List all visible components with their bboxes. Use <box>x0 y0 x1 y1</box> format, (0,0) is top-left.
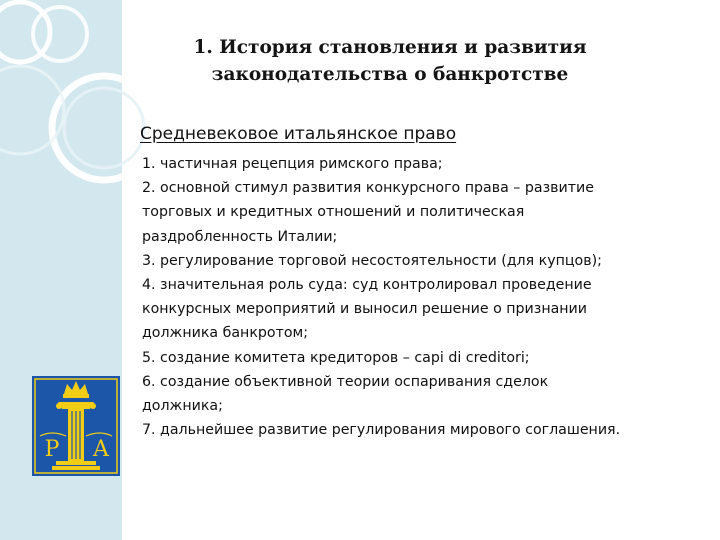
content-list <box>142 152 702 442</box>
content-line: 6. создание объективной теории оспаривания сделок <box>142 373 549 390</box>
academy-logo <box>32 376 120 476</box>
section-heading: Средневековое итальянское право <box>140 124 457 144</box>
content-line: 2. основной стимул развития конкурсного права – развитие <box>142 180 594 197</box>
content-line: 7. дальнейшее развитие регулирования мирового соглашения. <box>142 422 621 439</box>
content-line: конкурсных мероприятий и выносил решение о признании <box>142 301 588 318</box>
content-line: должника; <box>142 398 223 415</box>
content-line: 4. значительная роль суда: суд контролировал проведение <box>142 277 592 294</box>
slide-title <box>160 34 620 88</box>
logo-letter-right: А <box>92 437 110 462</box>
content-line: 5. создание комитета кредиторов – capi di creditori; <box>142 349 530 366</box>
slide-title-line-1: 1. История становления и развития <box>193 37 587 58</box>
content-line: должника банкротом; <box>142 325 309 342</box>
content-line: 3. регулирование торговой несостоятельности (для купцов); <box>142 252 602 269</box>
content-line: раздробленность Италии; <box>142 228 338 245</box>
logo-letter-left: Р <box>44 437 60 462</box>
column-icon <box>58 402 94 409</box>
content-line: торговых и кредитных отношений и политическая <box>142 204 525 221</box>
content-line: 1. частичная рецепция римского права; <box>142 156 443 172</box>
slide-title-line-2: законодательства о банкротстве <box>211 64 569 85</box>
